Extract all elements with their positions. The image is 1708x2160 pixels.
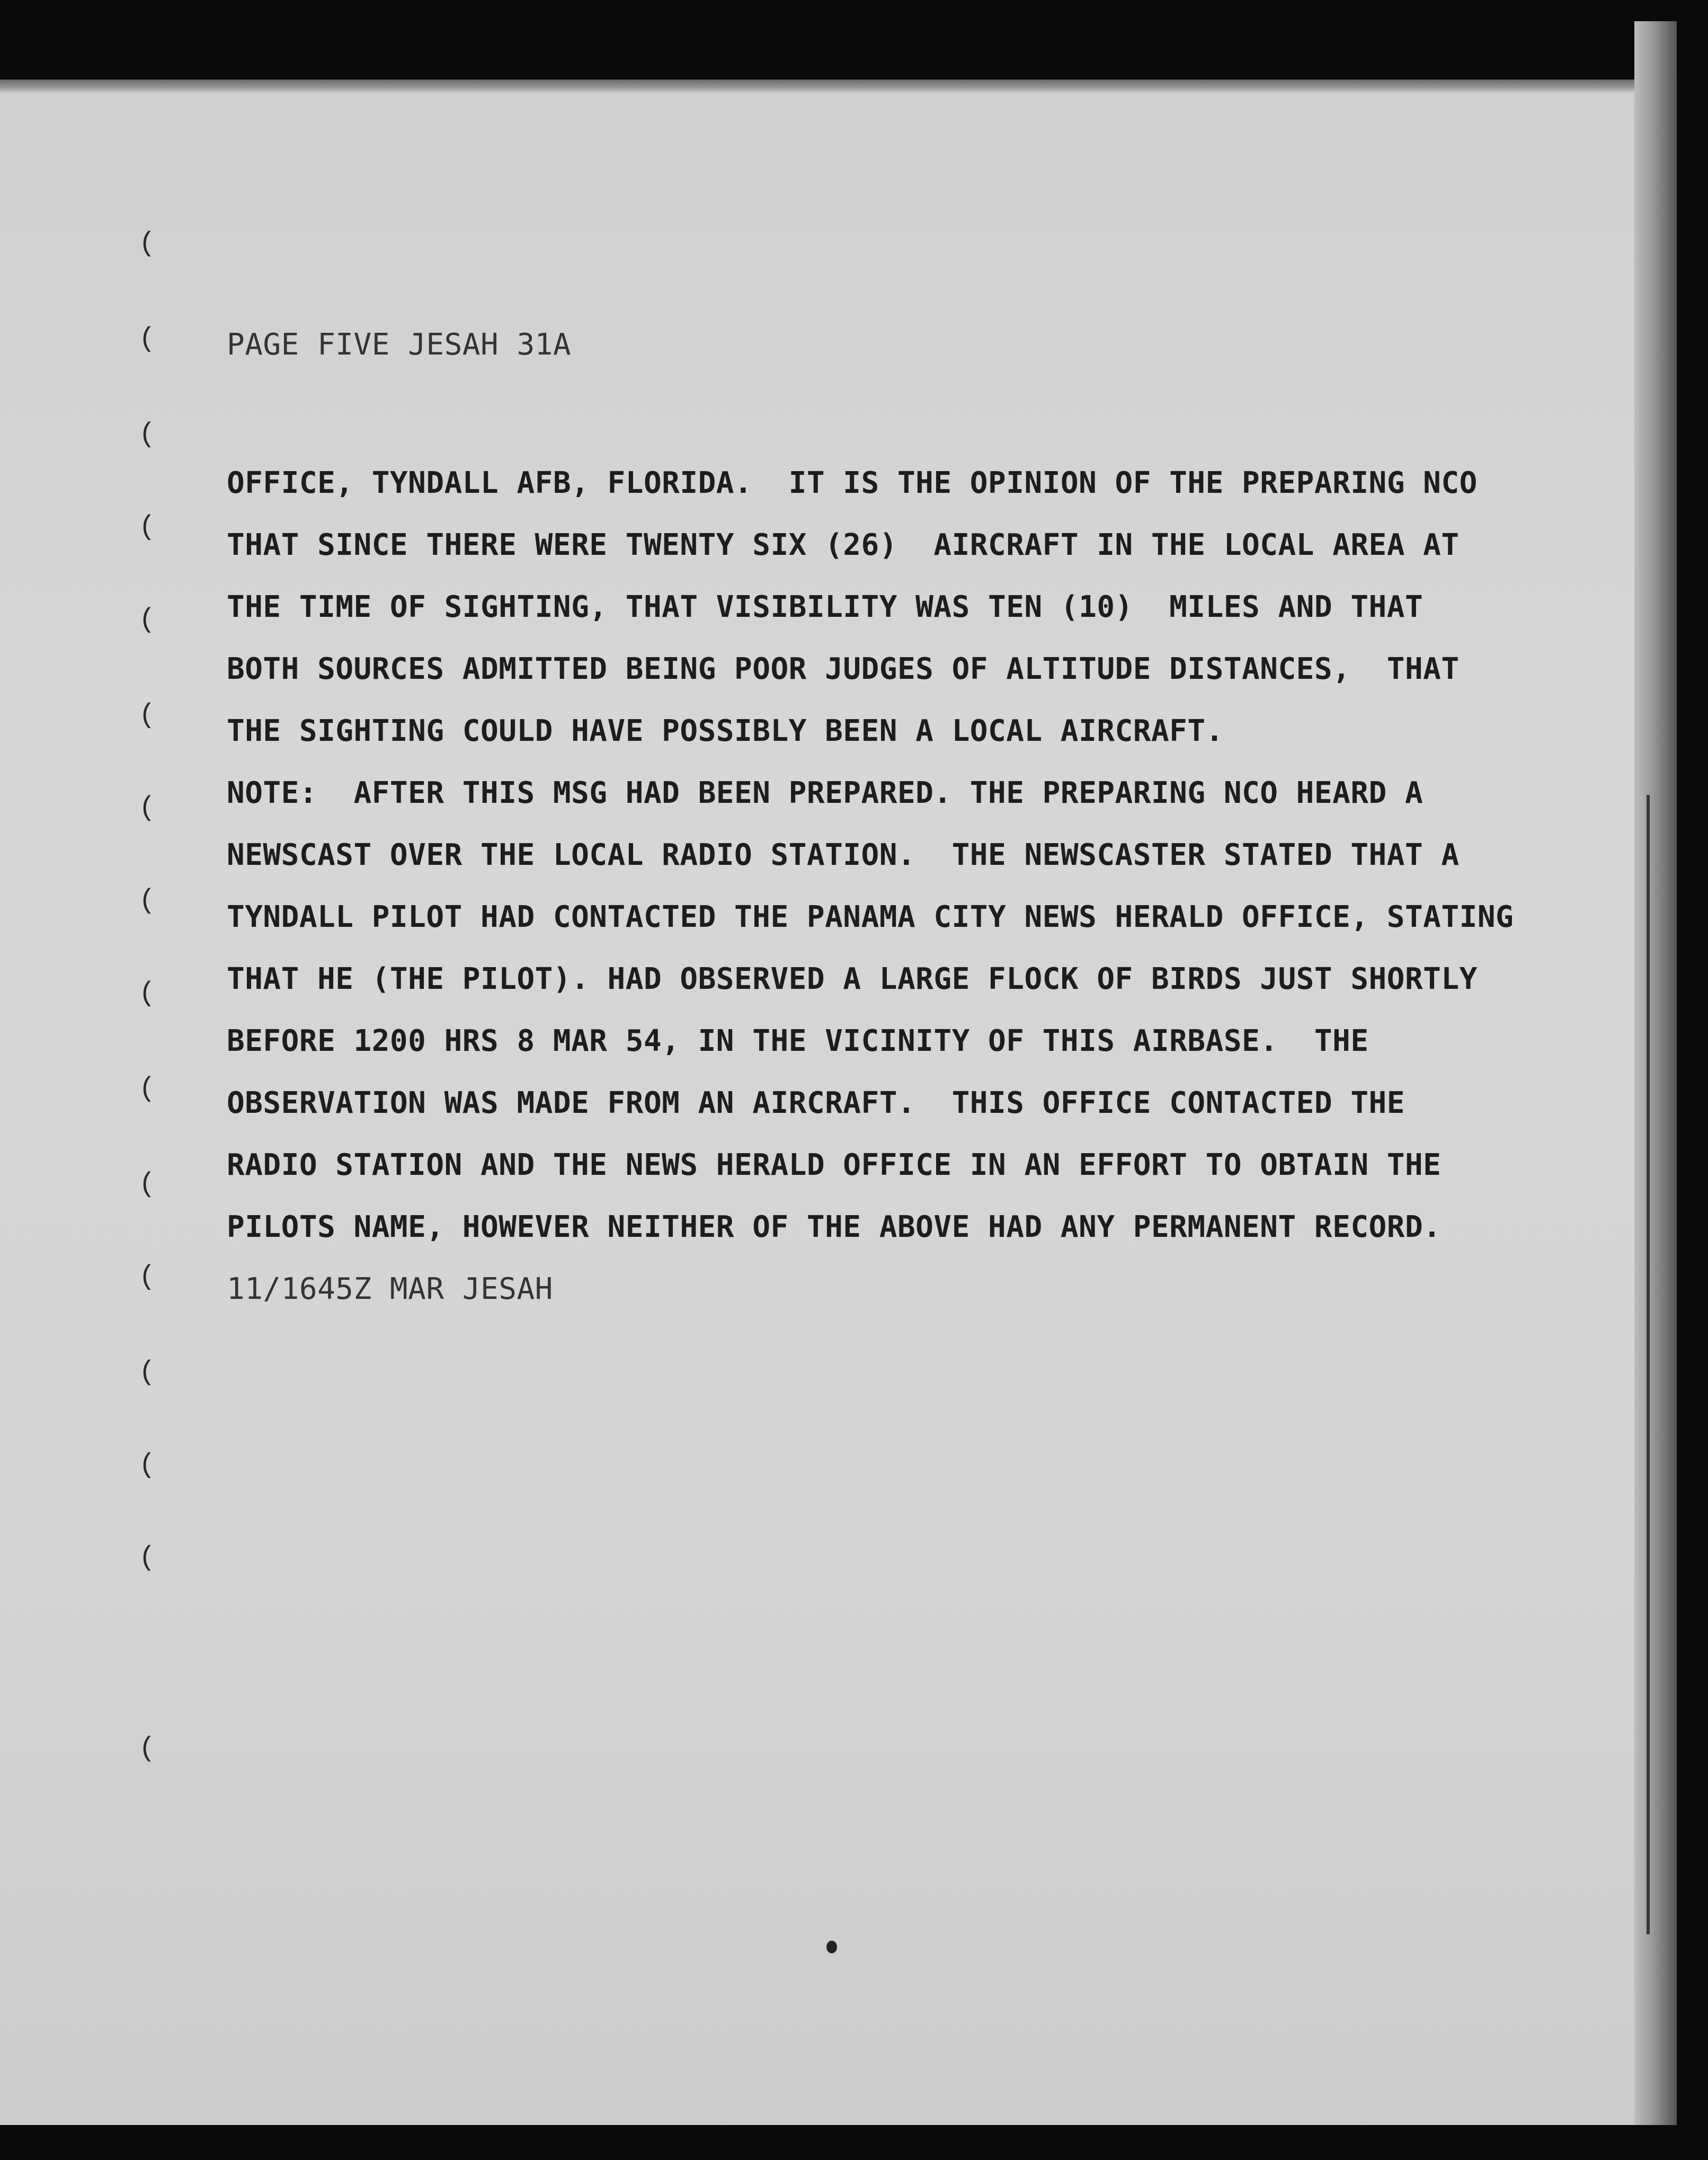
- punch-mark: (: [139, 511, 156, 543]
- scan-border-bottom: [0, 2125, 1708, 2160]
- page-header: PAGE FIVE JESAH 31A: [227, 327, 572, 362]
- punch-mark: (: [139, 1733, 156, 1764]
- paper-top-edge: [0, 79, 1663, 93]
- punch-mark: (: [139, 228, 156, 259]
- body-line: THAT SINCE THERE WERE TWENTY SIX (26) AIRCRAFT IN THE LOCAL AREA AT: [227, 528, 1460, 562]
- punch-mark: (: [139, 604, 156, 635]
- body-line: THE SIGHTING COULD HAVE POSSIBLY BEEN A LOCAL AIRCRAFT.: [227, 714, 1224, 748]
- punch-mark: (: [139, 885, 156, 916]
- body-line: NEWSCAST OVER THE LOCAL RADIO STATION. THE NEWSCASTER STATED THAT A: [227, 838, 1460, 872]
- body-line: RADIO STATION AND THE NEWS HERALD OFFICE IN AN EFFORT TO OBTAIN THE: [227, 1148, 1442, 1182]
- body-line: BOTH SOURCES ADMITTED BEING POOR JUDGES OF ALTITUDE DISTANCES, THAT: [227, 652, 1460, 686]
- punch-mark: (: [139, 792, 156, 824]
- punch-mark: (: [139, 1542, 156, 1573]
- body-line: THAT HE (THE PILOT). HAD OBSERVED A LARGE FLOCK OF BIRDS JUST SHORTLY: [227, 962, 1478, 996]
- body-line: OBSERVATION WAS MADE FROM AN AIRCRAFT. THIS OFFICE CONTACTED THE: [227, 1086, 1405, 1120]
- scan-border-right: [1634, 21, 1677, 2160]
- body-line: BEFORE 1200 HRS 8 MAR 54, IN THE VICINITY OF THIS AIRBASE. THE: [227, 1024, 1369, 1058]
- body-line: NOTE: AFTER THIS MSG HAD BEEN PREPARED. THE PREPARING NCO HEARD A: [227, 776, 1424, 810]
- body-line: PILOTS NAME, HOWEVER NEITHER OF THE ABOVE HAD ANY PERMANENT RECORD.: [227, 1210, 1442, 1244]
- punch-mark: (: [139, 978, 156, 1009]
- message-footer: 11/1645Z MAR JESAH: [227, 1272, 553, 1306]
- body-line: TYNDALL PILOT HAD CONTACTED THE PANAMA CITY NEWS HERALD OFFICE, STATING: [227, 900, 1514, 934]
- punch-mark: (: [139, 419, 156, 450]
- punch-mark: (: [139, 700, 156, 731]
- punch-mark: (: [139, 1073, 156, 1104]
- punch-mark: (: [139, 1357, 156, 1388]
- scan-border-top: [0, 0, 1708, 79]
- body-line: THE TIME OF SIGHTING, THAT VISIBILITY WAS TEN (10) MILES AND THAT: [227, 590, 1424, 624]
- body-line: OFFICE, TYNDALL AFB, FLORIDA. IT IS THE OPINION OF THE PREPARING NCO: [227, 466, 1478, 500]
- paper-fold-line: [1647, 795, 1650, 1934]
- teletype-message: [227, 327, 1615, 1320]
- ink-dot: [826, 1941, 837, 1953]
- punch-mark: (: [139, 1168, 156, 1200]
- punch-mark: (: [139, 323, 156, 355]
- punch-mark: (: [139, 1449, 156, 1481]
- punch-mark: (: [139, 1261, 156, 1293]
